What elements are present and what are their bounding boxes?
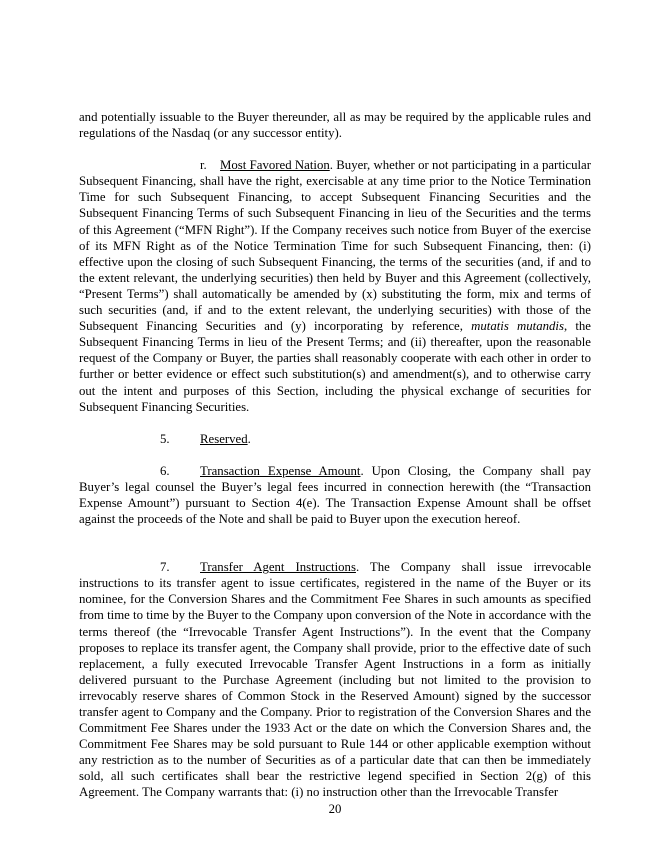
section-r-letter: r. [200, 158, 207, 173]
section-6-number: 6. [160, 463, 170, 478]
section-r-italic: mutatis mutandis [471, 319, 564, 334]
top-paragraph: and potentially issuable to the Buyer thereunder, all as may be required by the applicable rules and regulations of the Nasdaq (or any successor entity). [79, 110, 591, 141]
section-6-text: . Upon Closing, the Company shall pay Buyer’s legal counsel the Buyer’s legal fees incurred in connection herewith (the “Transaction Expense Amount”) pursuant to Section 4(e). The Transaction Expense Amount shall be offset against the proceeds of the Note and shall be paid to Buyer upon the execution hereof. [79, 463, 591, 527]
section-r-text-2: , the Subsequent Financing Terms in lieu of the Present Terms; and (ii) thereafter, upon the reasonable request of the Company or Buyer, the parties shall reasonably cooperate with each other in order to further or better evidence or effect such substitution(s) and amendment(s), and to otherwise carry out the intent and purposes of this Section, including the physical exchange of securities for Subsequent Financing Securities. [79, 319, 591, 414]
section-5-number: 5. [160, 431, 170, 446]
section-7-number: 7. [160, 560, 170, 575]
section-7 [79, 559, 591, 800]
section-5-heading: Reserved [200, 431, 248, 446]
page-number: 20 [328, 802, 342, 816]
section-r [79, 157, 591, 415]
section-5-suffix: . [247, 431, 251, 446]
section-7-heading: Transfer Agent Instructions [200, 560, 356, 575]
section-6 [79, 463, 591, 527]
section-r-heading: Most Favored Nation [220, 158, 330, 173]
section-7-text: . The Company shall issue irrevocable instructions to its transfer agent to issue certificates, registered in the name of the Buyer or its nominee, for the Conversion Shares and the Commitment Fee Shares in such amounts as specified from time to time by the Buyer to the Company upon conversion of the Note in accordance with the terms thereof (the “Irrevocable Transfer Agent Instructions”). In the event that the Company proposes to replace its transfer agent, the Company shall provide, prior to the effective date of such replacement, a fully executed Irrevocable Transfer Agent Instructions in a form as initially delivered pursuant to the Purchase Agreement (including but not limited to the provision to irrevocably reserve shares of Common Stock in the Reserved Amount) signed by the successor transfer agent to Company and the Company. Prior to registration of the Conversion Shares and the Commitment Fee Shares under the 1933 Act or the date on which the Conversion Shares and, the Commitment Fee Shares may be sold pursuant to Rule 144 or other applicable exemption without any restriction as to the number of Securities as of a particular date that can then be immediately sold, all such certificates shall bear the restrictive legend specified in Section 2(g) of this Agreement. The Company warrants that: (i) no instruction other than the Irrevocable Transfer [79, 560, 592, 800]
section-5 [79, 431, 591, 447]
page-body [79, 109, 591, 801]
section-r-text-1: . Buyer, whether or not participating in a particular Subsequent Financing, shall have the right, exercisable at any time prior to the Notice Termination Time for such Subsequent Financing, to accept Subsequent Financing Securities and the Subsequent Financing Terms of such Subsequent Financing in lieu of the Securities and the terms of this Agreement (“MFN Right”). If the Company receives such notice from Buyer of the exercise of its MFN Right as of the Notice Termination Time for such Subsequent Financing, then: (i) effective upon the closing of such Subsequent Financing, the terms of the securities (and, if and to the extent relevant, the underlying securities) then held by Buyer and this Agreement (collectively, “Present Terms”) shall automatically be amended by (x) substituting the form, mix and terms of such securities (and, if and to the extent relevant, the underlying securities) with those of the Subsequent Financing Securities and (y) incorporating by reference, [79, 158, 591, 334]
section-6-heading: Transaction Expense Amount [200, 463, 361, 478]
